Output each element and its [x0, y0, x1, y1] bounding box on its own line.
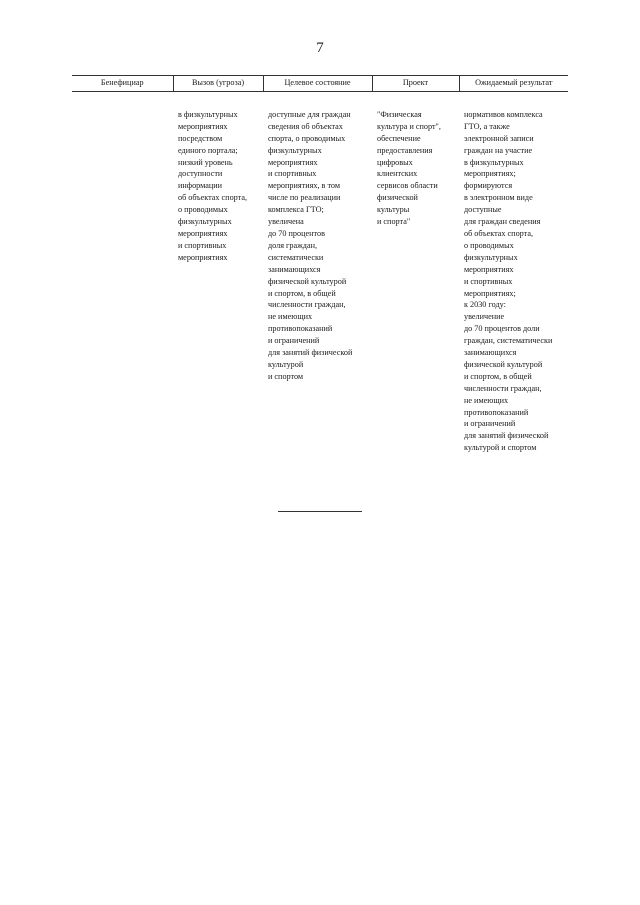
cell-text-line: о проводимых — [464, 240, 514, 250]
cell-text-line: для граждан сведения — [464, 217, 541, 227]
cell-text-line: числе по реализации — [268, 193, 341, 203]
cell-text-line: увеличение — [464, 312, 505, 322]
cell-text-line: физической — [377, 193, 418, 203]
cell-text-line: формируются — [464, 181, 513, 191]
cell-text-line: мероприятиях — [178, 252, 228, 262]
cell-text-line: и спортом, в общей — [464, 371, 532, 381]
header-challenge: Вызов (угроза) — [173, 76, 263, 92]
cell-text-line: и спортивных — [178, 240, 227, 250]
cell-text-line: мероприятиях — [464, 264, 514, 274]
cell-text-line: противопоказаний — [464, 407, 529, 417]
cell-text-line: обеспечение — [377, 133, 421, 143]
cell-target-state — [263, 109, 372, 454]
document-table — [72, 75, 568, 454]
cell-text-line: граждан, систематически — [464, 336, 553, 346]
cell-text-line: не имеющих — [464, 395, 509, 405]
cell-text-line: мероприятиях — [178, 121, 228, 131]
cell-text-line: физкультурных — [464, 252, 518, 262]
cell-text-line: посредством — [178, 133, 223, 143]
table-spacer-row — [72, 91, 568, 109]
cell-text-line: спорта, о проводимых — [268, 133, 346, 143]
cell-text-line: мероприятиях, в том — [268, 181, 341, 191]
cell-text-line: доступные для граждан — [268, 109, 351, 119]
cell-text-line: увеличена — [268, 217, 304, 227]
cell-text-line: граждан на участие — [464, 145, 533, 155]
cell-text-line: численности граждан, — [464, 383, 542, 393]
cell-text-line: систематически — [268, 252, 324, 262]
cell-text-line: занимающихся — [464, 348, 517, 358]
cell-text-line: мероприятиях; — [464, 288, 516, 298]
cell-text-line: численности граждан, — [268, 300, 346, 310]
header-beneficiary: Бенефициар — [72, 76, 173, 92]
cell-text-line: о проводимых — [178, 205, 228, 215]
cell-text-line: сведения об объектах — [268, 121, 343, 131]
cell-text-line: до 70 процентов — [268, 228, 325, 238]
cell-text-line: ГТО, а также — [464, 121, 510, 131]
cell-beneficiary — [72, 109, 173, 454]
cell-text-line: "Физическая — [377, 109, 422, 119]
cell-text-line: до 70 процентов доли — [464, 324, 540, 334]
cell-expected-result — [459, 109, 568, 454]
cell-text-line: информации — [178, 181, 223, 191]
cell-text-line: и ограничений — [464, 419, 516, 429]
header-expected-result: Ожидаемый результат — [459, 76, 568, 92]
cell-text-line: для занятий физической — [268, 348, 353, 358]
cell-text-line: комплекса ГТО; — [268, 205, 324, 215]
cell-text-line: не имеющих — [268, 312, 313, 322]
cell-text-line: физкультурных — [178, 217, 232, 227]
cell-text-line: об объектах спорта, — [464, 228, 534, 238]
cell-text-line: мероприятиях — [178, 228, 228, 238]
cell-text-line: об объектах спорта, — [178, 193, 248, 203]
cell-text-line: культура и спорт", — [377, 121, 441, 131]
table-header-row — [72, 76, 568, 92]
cell-text-line: физической культурой — [464, 359, 543, 369]
cell-text-line: культуры — [377, 205, 410, 215]
cell-text-line: предоставления — [377, 145, 433, 155]
cell-project — [372, 109, 459, 454]
cell-text-line: культурой — [268, 359, 304, 369]
header-target-state: Целевое состояние — [263, 76, 372, 92]
cell-text-line: сервисов области — [377, 181, 438, 191]
cell-text-line: единого портала; — [178, 145, 238, 155]
cell-text-line: клиентских — [377, 169, 418, 179]
bottom-divider — [278, 511, 362, 512]
page-number: 7 — [316, 40, 324, 56]
cell-text-line: и спортом — [268, 371, 304, 381]
cell-text-line: физической культурой — [268, 276, 347, 286]
cell-text-line: и спортивных — [268, 169, 317, 179]
cell-text-line: в физкультурных — [464, 157, 524, 167]
cell-text-line: культурой и спортом — [464, 443, 537, 453]
cell-text-line: и ограничений — [268, 336, 320, 346]
cell-text-line: физкультурных — [268, 145, 322, 155]
cell-text-line: низкий уровень — [178, 157, 233, 167]
cell-text-line: мероприятиях — [268, 157, 318, 167]
table-row — [72, 109, 568, 454]
cell-text-line: в электронном виде — [464, 193, 533, 203]
cell-text-line: и спорта" — [377, 217, 411, 227]
cell-text-line: противопоказаний — [268, 324, 333, 334]
header-project: Проект — [372, 76, 459, 92]
cell-text-line: к 2030 году: — [464, 300, 506, 310]
cell-text-line: и спортивных — [464, 276, 513, 286]
cell-challenge — [173, 109, 263, 454]
cell-text-line: в физкультурных — [178, 109, 238, 119]
cell-text-line: доступности — [178, 169, 223, 179]
cell-text-line: цифровых — [377, 157, 413, 167]
cell-text-line: для занятий физической — [464, 431, 549, 441]
cell-text-line: доля граждан, — [268, 240, 318, 250]
cell-text-line: мероприятиях; — [464, 169, 516, 179]
cell-text-line: и спортом, в общей — [268, 288, 336, 298]
cell-text-line: электронной записи — [464, 133, 534, 143]
cell-text-line: занимающихся — [268, 264, 321, 274]
cell-text-line: доступные — [464, 205, 502, 215]
cell-text-line: нормативов комплекса — [464, 109, 543, 119]
